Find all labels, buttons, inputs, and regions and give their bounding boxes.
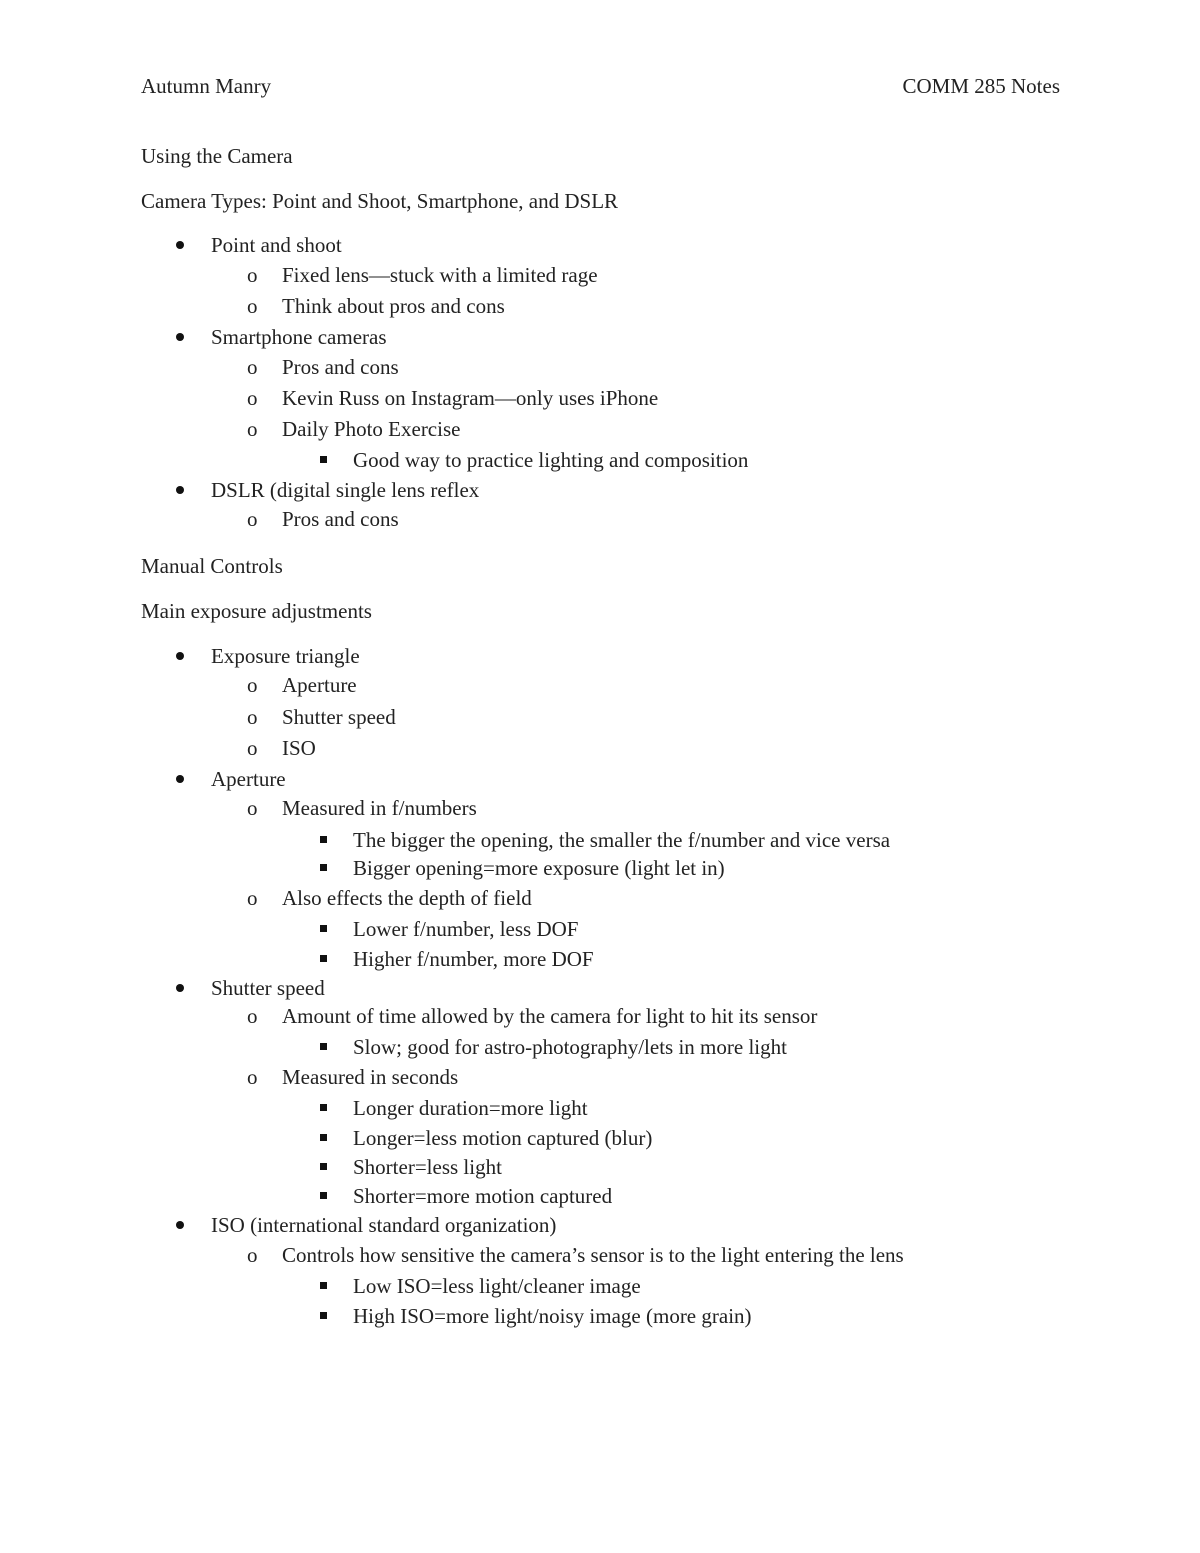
circle-bullet-icon: o bbox=[247, 736, 258, 760]
disc-bullet-icon bbox=[173, 973, 189, 1003]
circle-bullet-icon: o bbox=[247, 673, 258, 697]
circle-bullet-icon: o bbox=[247, 1065, 258, 1089]
square-bullet-icon bbox=[317, 944, 333, 974]
square-bullet-icon bbox=[317, 1093, 333, 1123]
circle-bullet-icon: o bbox=[247, 886, 258, 910]
square-bullet-icon bbox=[317, 1123, 333, 1153]
square-bullet-icon bbox=[317, 1271, 333, 1301]
disc-bullet-icon bbox=[173, 230, 189, 260]
header-course: COMM 285 Notes bbox=[902, 74, 1060, 98]
square-bullet-icon bbox=[317, 853, 333, 883]
square-bullet-icon bbox=[317, 445, 333, 475]
square-bullet-icon bbox=[317, 914, 333, 944]
header-author: Autumn Manry bbox=[141, 74, 272, 98]
square-bullet-icon bbox=[317, 1032, 333, 1062]
disc-bullet-icon bbox=[173, 641, 189, 671]
circle-bullet-icon: o bbox=[247, 355, 258, 379]
circle-bullet-icon: o bbox=[247, 1243, 258, 1267]
circle-bullet-icon: o bbox=[247, 507, 258, 531]
square-bullet-icon bbox=[317, 1152, 333, 1182]
disc-bullet-icon bbox=[173, 764, 189, 794]
square-bullet-icon bbox=[317, 825, 333, 855]
disc-bullet-icon bbox=[173, 475, 189, 505]
disc-bullet-icon bbox=[173, 322, 189, 352]
circle-bullet-icon: o bbox=[247, 1004, 258, 1028]
circle-bullet-icon: o bbox=[247, 294, 258, 318]
document-page: Autumn Manry COMM 285 Notes Using the Camera Camera Types: Point and Shoot, Smartphone, and DSLR Point and shoot o Fixed lens—stuck with a limited rage o Think about pros and cons Smartphone cameras o Pros and cons o Kevin Russ on Instagram—only uses iPhone o Daily Photo Exercise Good way to practice lighting and composition DSLR (digital single lens reflex o Pros and cons Manual Controls Main exposure adjustments Exposure triangle o Aperture o Shutter speed o ISO Aperture o Measured in f/numbers The bigger the opening, the smaller the f/number and vice versa Bigger opening=more exposure (light let in) o Also effects the depth of field Lower f/number, less DOF Higher f/number, more DOF Shutter speed o Amount of time allowed by the camera for light to hit its sensor Slow; good for astro-photography/lets in more light o Measured in seconds Longer duration=more light Longer=less motion captured (blur) Shorter=less light Shorter=more motion captured ISO (international standard organization) o Controls how sensitive the camera’s sensor is to the light entering the lens Low ISO=less light/cleaner image High ISO=more light/noisy image (more grain) bbox=[0, 0, 1200, 1553]
square-bullet-icon bbox=[317, 1301, 333, 1331]
disc-bullet-icon bbox=[173, 1210, 189, 1240]
circle-bullet-icon: o bbox=[247, 417, 258, 441]
circle-bullet-icon: o bbox=[247, 796, 258, 820]
square-bullet-icon bbox=[317, 1181, 333, 1211]
circle-bullet-icon: o bbox=[247, 263, 258, 287]
circle-bullet-icon: o bbox=[247, 386, 258, 410]
circle-bullet-icon: o bbox=[247, 705, 258, 729]
